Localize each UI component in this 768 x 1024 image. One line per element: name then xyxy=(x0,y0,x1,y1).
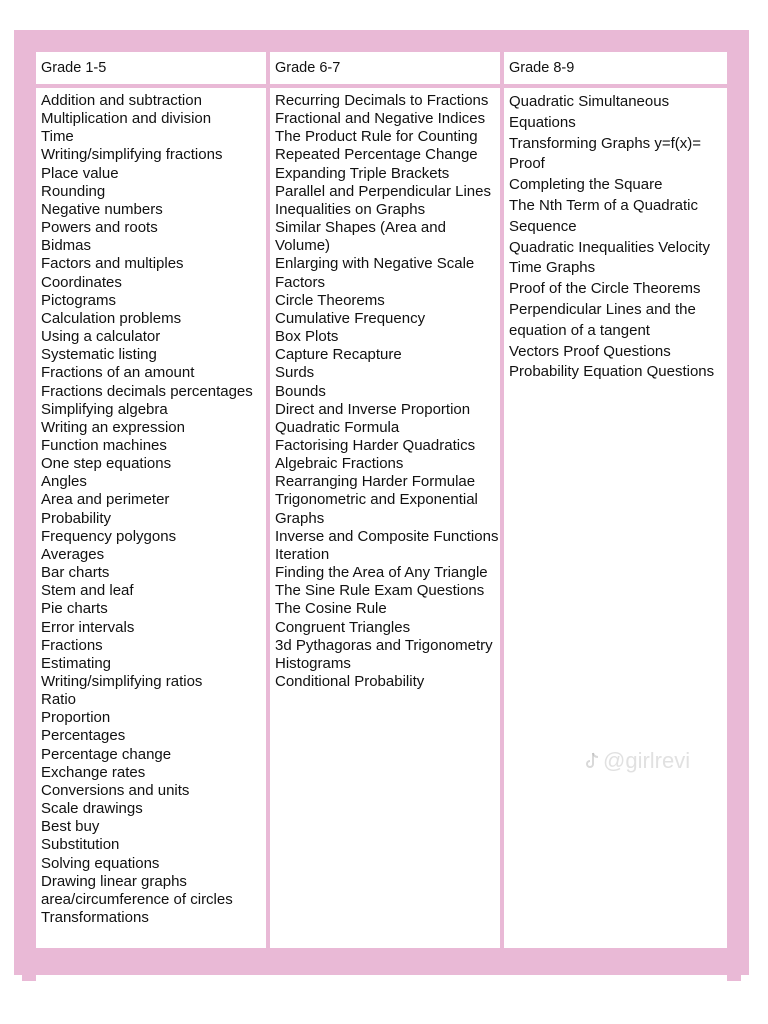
topic-item: Substitution xyxy=(41,836,120,854)
topic-item: Exchange rates xyxy=(41,763,146,781)
topic-item: Fractional and Negative Indices xyxy=(275,110,486,128)
topic-item: Writing an expression xyxy=(41,418,185,436)
topic-item: Box Plots xyxy=(275,328,339,346)
topic-item: Recurring Decimals to Fractions xyxy=(275,92,489,109)
topic-item: Vectors Proof Questions xyxy=(509,342,671,360)
topic-item: Best buy xyxy=(41,818,100,836)
topic-item: Bidmas xyxy=(41,237,92,255)
topic-item: Stem and leaf xyxy=(41,582,134,600)
topic-item: Transformations xyxy=(41,909,149,927)
topic-item: area/circumference of circles xyxy=(41,890,233,908)
topic-item: Bar charts xyxy=(41,564,110,582)
topic-item: Pictograms xyxy=(41,291,117,309)
topic-item: One step equations xyxy=(41,455,172,473)
topic-item: Fractions of an amount xyxy=(41,364,195,382)
frame-foot-left xyxy=(22,973,36,981)
topic-item: Surds xyxy=(275,364,315,382)
topic-item: The Cosine Rule xyxy=(275,600,387,618)
topic-item: Addition and subtraction xyxy=(41,92,202,109)
topic-item: The Nth Term of a Quadratic Sequence xyxy=(509,196,698,235)
frame-foot-right xyxy=(727,973,741,981)
topic-item: Iteration xyxy=(275,545,330,563)
topic-item: Coordinates xyxy=(41,273,122,291)
topic-item: Percentage change xyxy=(41,745,172,763)
watermark-text: @girlrevi xyxy=(603,748,691,773)
topic-item: Fractions decimals percentages xyxy=(41,382,253,400)
topic-item: Probability xyxy=(41,509,112,527)
topic-item: Writing/simplifying fractions xyxy=(41,146,223,164)
topic-item: Transforming Graphs y=f(x)= Proof xyxy=(509,134,702,173)
topic-item: Pie charts xyxy=(41,600,108,618)
topic-item: Estimating xyxy=(41,654,112,672)
topic-item: Averages xyxy=(41,545,105,563)
topic-item: Quadratic Formula xyxy=(275,418,400,436)
topic-item: Histograms xyxy=(275,654,351,672)
column-header-grade-6-7: Grade 6-7 xyxy=(270,52,500,84)
topic-item: Angles xyxy=(41,473,87,491)
topic-item: Completing the Square xyxy=(509,176,663,194)
topic-item: Frequency polygons xyxy=(41,527,177,545)
topic-item: Expanding Triple Brackets xyxy=(275,164,450,182)
topic-item: Trigonometric and Exponential Graphs xyxy=(275,491,478,527)
topic-item: Bounds xyxy=(275,382,326,400)
topic-list-grade-8-9 xyxy=(504,88,727,948)
topic-item: Place value xyxy=(41,164,119,182)
topic-item: Factorising Harder Quadratics xyxy=(275,436,476,454)
topic-item: Drawing linear graphs xyxy=(41,872,187,890)
topic-item: Quadratic Inequalities Velocity Time Graphs xyxy=(509,238,710,277)
topic-list-grade-6-7 xyxy=(270,88,500,948)
column-header-grade-8-9: Grade 8-9 xyxy=(504,52,727,84)
topic-item: Rounding xyxy=(41,182,106,200)
topic-item: Inverse and Composite Functions xyxy=(275,527,499,545)
topic-item: Powers and roots xyxy=(41,219,158,237)
topic-item: Algebraic Fractions xyxy=(275,455,404,473)
topic-item: Area and perimeter xyxy=(41,491,170,509)
topic-item: Inequalities on Graphs xyxy=(275,200,426,218)
topic-list-grade-1-5 xyxy=(36,88,266,948)
topic-item: Systematic listing xyxy=(41,346,157,364)
topic-item: The Sine Rule Exam Questions xyxy=(275,582,485,600)
topic-item: Ratio xyxy=(41,691,77,709)
topic-item: Error intervals xyxy=(41,618,135,636)
topic-item: Rearranging Harder Formulae xyxy=(275,473,476,491)
topic-item: Parallel and Perpendicular Lines xyxy=(275,182,491,200)
topic-item: Scale drawings xyxy=(41,800,143,818)
topic-item: Similar Shapes (Area and Volume) xyxy=(275,219,446,255)
topic-item: Repeated Percentage Change xyxy=(275,146,478,164)
topic-item: Direct and Inverse Proportion xyxy=(275,400,471,418)
topic-item: Conversions and units xyxy=(41,781,190,799)
topic-item: Fractions xyxy=(41,636,103,654)
topic-item: Capture Recapture xyxy=(275,346,402,364)
topic-item: Calculation problems xyxy=(41,309,182,327)
topic-item: Solving equations xyxy=(41,854,160,872)
tiktok-icon xyxy=(585,752,599,770)
topic-item: Negative numbers xyxy=(41,200,163,218)
topic-item: Quadratic Simultaneous Equations xyxy=(509,93,670,131)
topic-item: Simplifying algebra xyxy=(41,400,168,418)
topic-item: Proof of the Circle Theorems xyxy=(509,280,701,298)
topic-item: Conditional Probability xyxy=(275,673,425,690)
column-header-grade-1-5: Grade 1-5 xyxy=(36,52,266,84)
topic-item: The Product Rule for Counting xyxy=(275,128,478,146)
watermark xyxy=(585,748,690,774)
topic-item: Multiplication and division xyxy=(41,110,212,128)
topic-item: Cumulative Frequency xyxy=(275,309,426,327)
topic-item: Function machines xyxy=(41,436,167,454)
topic-item: Enlarging with Negative Scale Factors xyxy=(275,255,475,291)
topic-item: 3d Pythagoras and Trigonometry xyxy=(275,636,493,654)
topic-item: Circle Theorems xyxy=(275,291,385,309)
topic-item: Perpendicular Lines and the equation of a tangent xyxy=(509,300,696,339)
topic-item: Proportion xyxy=(41,709,111,727)
topic-item: Factors and multiples xyxy=(41,255,184,273)
topic-item: Using a calculator xyxy=(41,328,161,346)
topic-item: Finding the Area of Any Triangle xyxy=(275,564,488,582)
topic-item: Congruent Triangles xyxy=(275,618,411,636)
topic-item: Writing/simplifying ratios xyxy=(41,673,203,690)
topic-item: Probability Equation Questions xyxy=(509,363,715,381)
topic-item: Percentages xyxy=(41,727,126,745)
topic-item: Time xyxy=(41,128,74,146)
